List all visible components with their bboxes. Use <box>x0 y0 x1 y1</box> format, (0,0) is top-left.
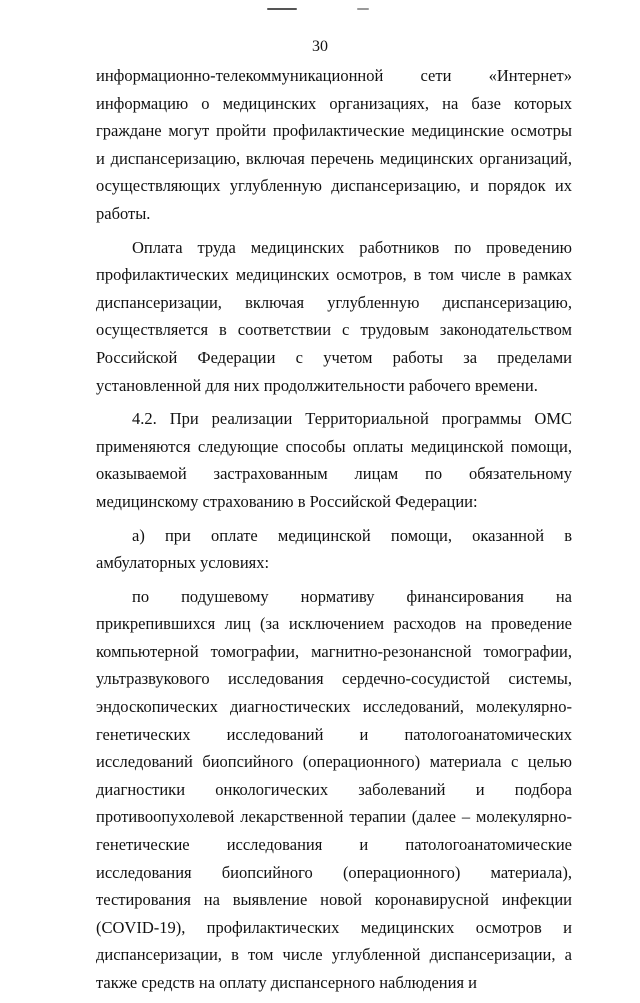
paragraph-continuation: информационно-телекоммуникационной сети «Интернет» информацию о медицинских организациях, на базе которых граждане могут пройти профилактические медицинские осмотры и диспансеризацию, включая перечень медицинских организаций, осуществляющих углубленную диспансеризацию, и порядок их работы. <box>96 66 572 223</box>
page-number: 30 <box>312 38 328 55</box>
scan-artifact-mark <box>267 8 297 10</box>
paragraph-per-capita-standard: по подушевому нормативу финансирования на прикрепившихся лиц (за исключением расходов на проведение компьютерной томографии, магнитно-резонансной томографии, ультразвукового исследования сердечно-сосудистой системы, эндоскопических диагностических исследований, молекулярно-генетических исследований и патологоанатомических исследований биопсийного (операционного) материала с целью диагностики онкологических заболеваний и подбора противоопухолевой лекарственной терапии (далее – молекулярно-генетические исследования и патологоанатомические исследования биопсийного (операционного) материала), тестирования на выявление новой коронавирусной инфекции (COVID-19), профилактических медицинских осмотров и диспансеризации, в том числе углубленной диспансеризации, а также средств на оплату диспансерного наблюдения и <box>96 586 572 992</box>
paragraph-remuneration: Оплата труда медицинских работников по проведению профилактических медицинских осмотров, в том числе в рамках диспансеризации, включая углубленную диспансеризацию, осуществляется в соответствии с трудовым законодательством Российской Федерации с учетом работы за пределами установленной для них продолжительности рабочего времени. <box>96 237 572 395</box>
paragraph-section-4-2: 4.2. При реализации Территориальной программы ОМС применяются следующие способы оплаты медицинской помощи, оказываемой застрахованным лицам по обязательному медицинскому страхованию в Российской Федерации: <box>96 409 572 511</box>
scan-artifact-mark <box>357 8 369 10</box>
paragraph-item-a: а) при оплате медицинской помощи, оказанной в амбулаторных условиях: <box>96 525 572 573</box>
document-body <box>96 62 572 1003</box>
